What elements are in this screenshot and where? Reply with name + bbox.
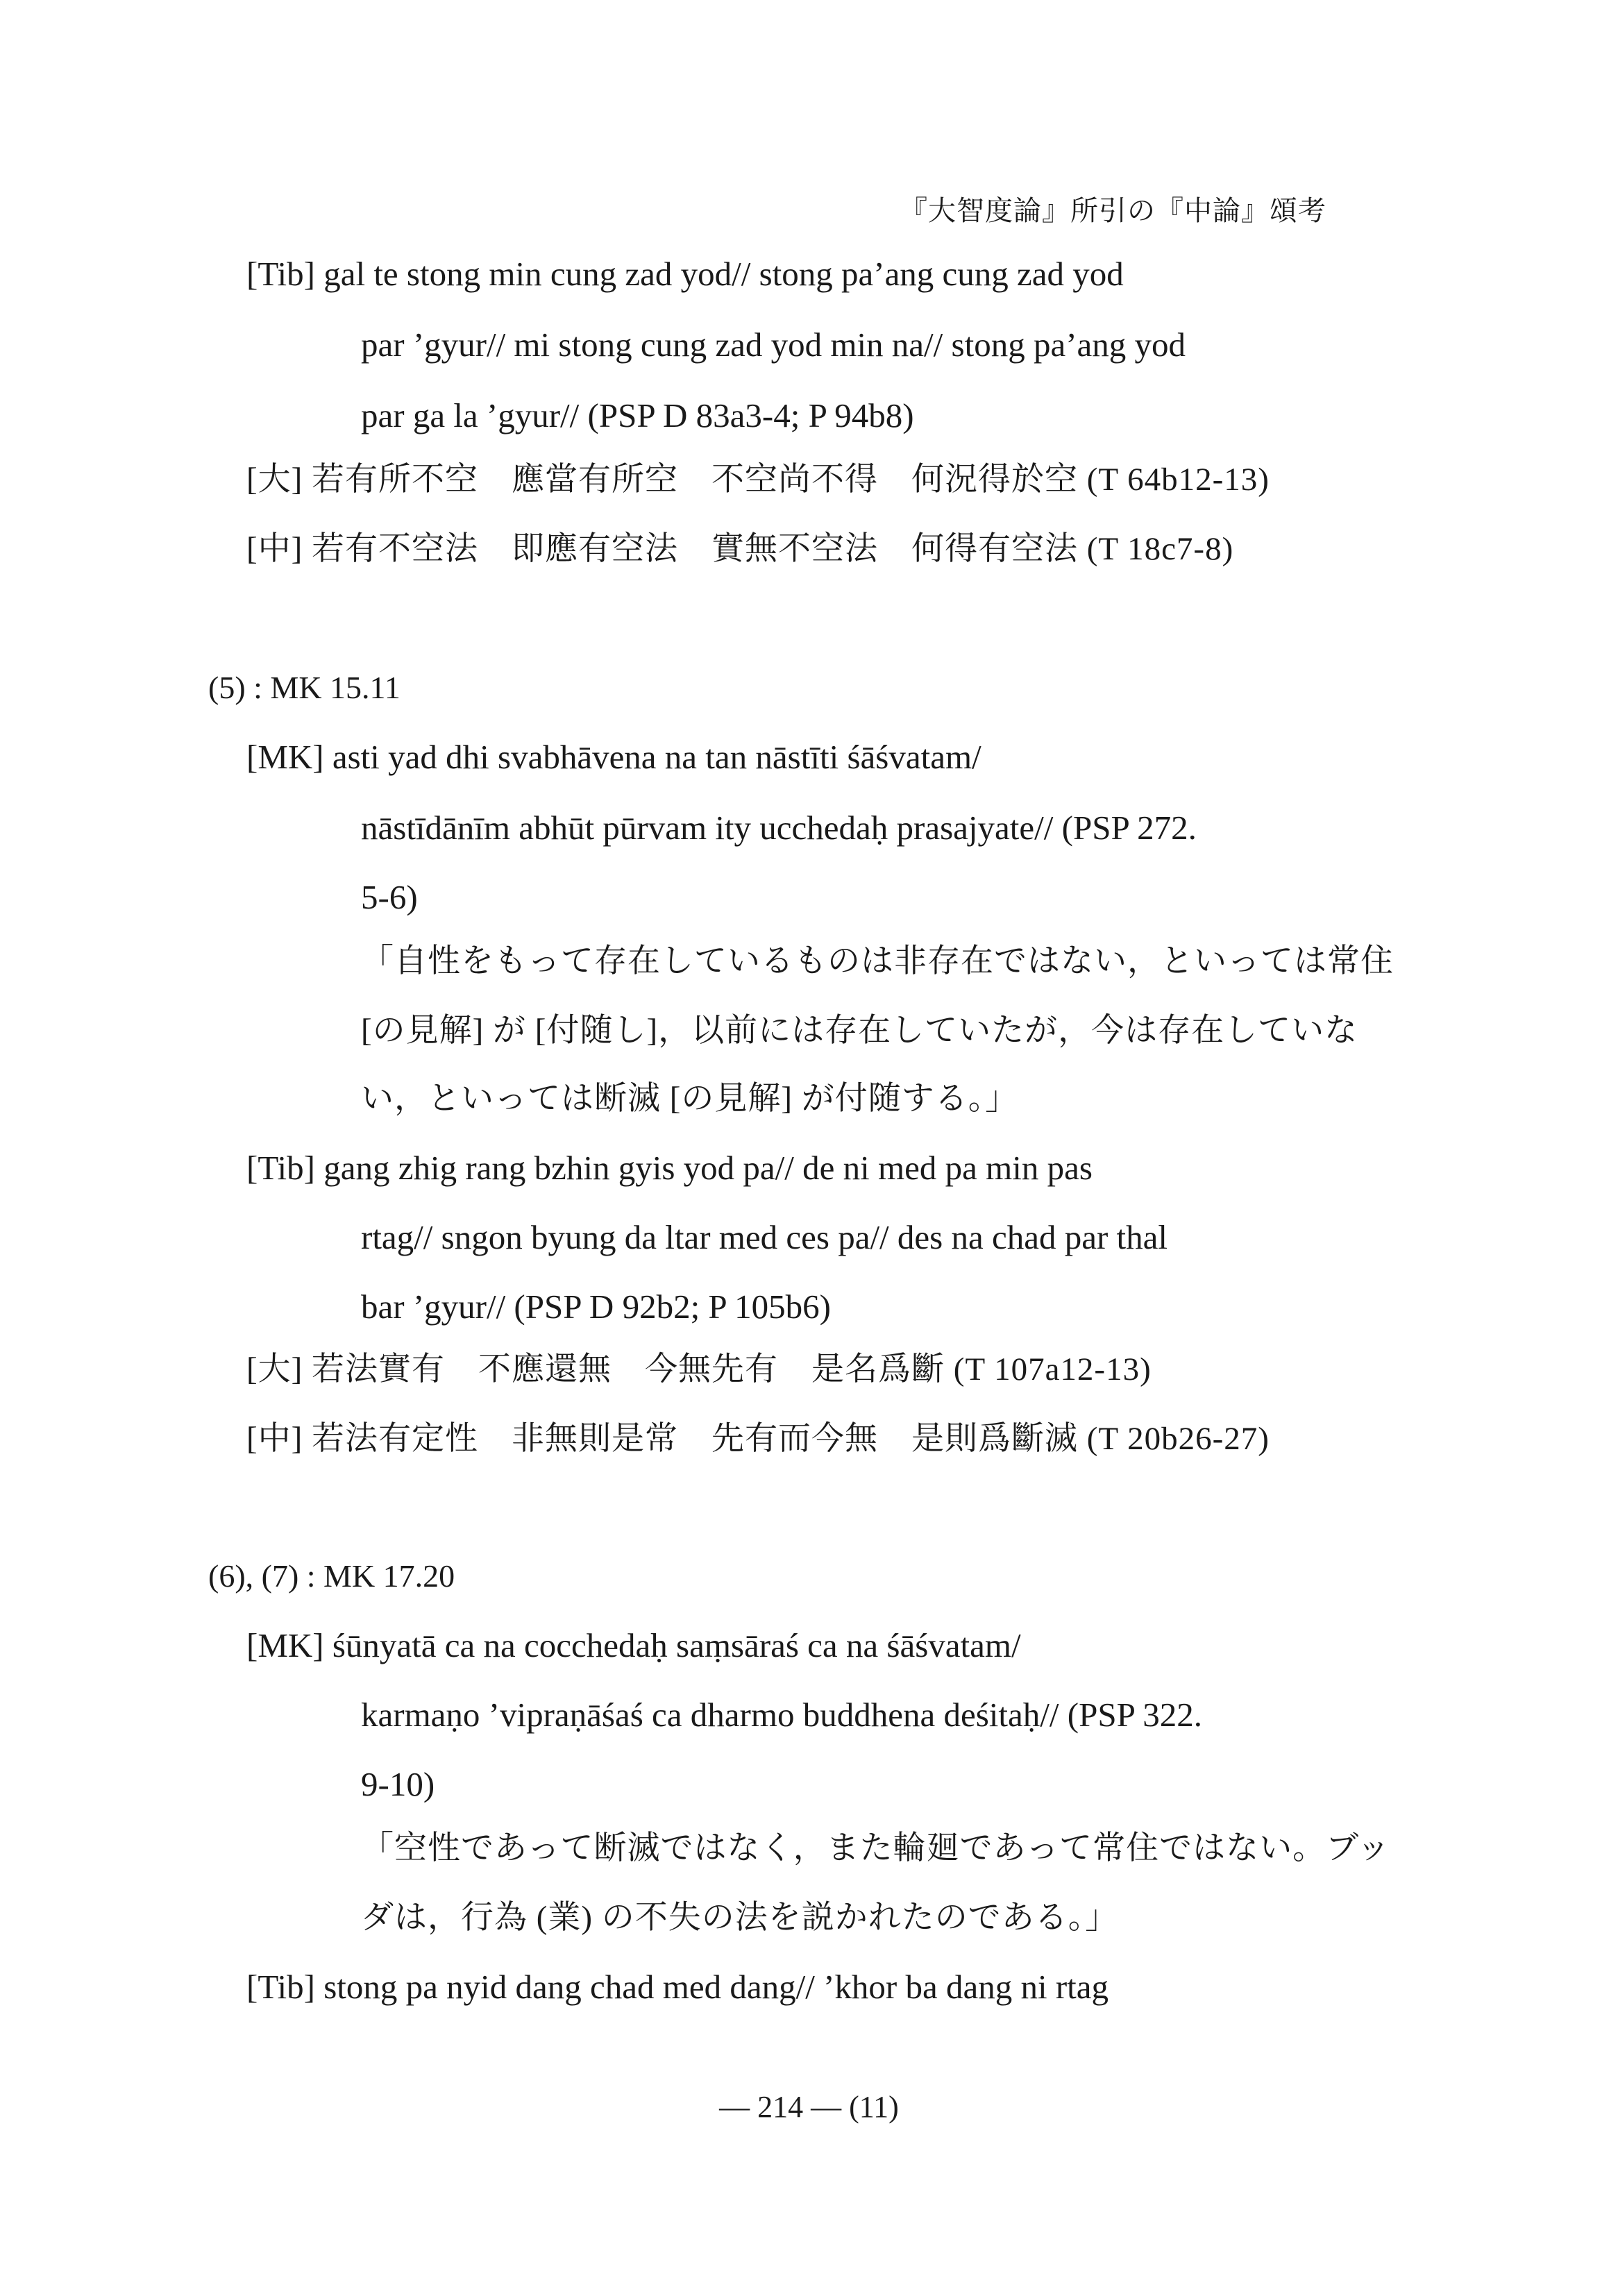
mk-line: [MK] śūnyatā ca na cocchedaḥ saṃsāraś ca na śāśvatam/ xyxy=(246,1626,1021,1664)
mk-line: 9-10) xyxy=(361,1765,435,1803)
translation-line: 「自性をもって存在しているものは非存在ではない，といっては常住 xyxy=(361,943,1394,979)
da-line: [大] 若法實有 不應還無 今無先有 是名爲斷 (T 107a12-13) xyxy=(246,1351,1152,1387)
tib-line: [Tib] gal te stong min cung zad yod// stong pa’ang cung zad yod xyxy=(246,255,1124,293)
section-heading: (5) : MK 15.11 xyxy=(208,670,401,705)
tib-line: par ga la ’gyur// (PSP D 83a3-4; P 94b8) xyxy=(361,396,914,434)
translation-line: い，といっては断滅 [の見解] が付随する。」 xyxy=(361,1081,1019,1117)
mk-line: [MK] asti yad dhi svabhāvena na tan nāstīti śāśvatam/ xyxy=(246,738,981,776)
translation-line: ダは，行為 (業) の不失の法を説かれたのである。」 xyxy=(361,1900,1119,1936)
page-number: — 214 — (11) xyxy=(719,2090,899,2124)
mk-line: karmaṇo ’vipraṇāśaś ca dharmo buddhena deśitaḥ// (PSP 322. xyxy=(361,1696,1203,1734)
tib-line: bar ’gyur// (PSP D 92b2; P 105b6) xyxy=(361,1288,831,1326)
translation-line: 「空性であって断滅ではなく，また輪廻であって常住ではない。ブッ xyxy=(361,1830,1390,1866)
tib-line: [Tib] stong pa nyid dang chad med dang// ’khor ba dang ni rtag xyxy=(246,1968,1109,2006)
tib-line: rtag// sngon byung da ltar med ces pa// des na chad par thal xyxy=(361,1218,1168,1256)
tib-line: par ’gyur// mi stong cung zad yod min na// stong pa’ang yod xyxy=(361,326,1186,364)
mk-line: nāstīdānīm abhūt pūrvam ity ucchedaḥ prasajyate// (PSP 272. xyxy=(361,809,1197,847)
zhong-line: [中] 若有不空法 即應有空法 實無不空法 何得有空法 (T 18c7-8) xyxy=(246,531,1234,567)
tib-line: [Tib] gang zhig rang bzhin gyis yod pa// de ni med pa min pas xyxy=(246,1149,1093,1187)
zhong-line: [中] 若法有定性 非無則是常 先有而今無 是則爲斷滅 (T 20b26-27) xyxy=(246,1421,1270,1457)
running-header: 『大智度論』所引の『中論』頌考 xyxy=(900,195,1326,226)
mk-line: 5-6) xyxy=(361,878,418,916)
translation-line: [の見解] が [付随し]，以前には存在していたが，今は存在していな xyxy=(361,1013,1358,1049)
da-line: [大] 若有所不空 應當有所空 不空尚不得 何況得於空 (T 64b12-13) xyxy=(246,462,1270,498)
section-heading: (6), (7) : MK 17.20 xyxy=(208,1558,455,1594)
